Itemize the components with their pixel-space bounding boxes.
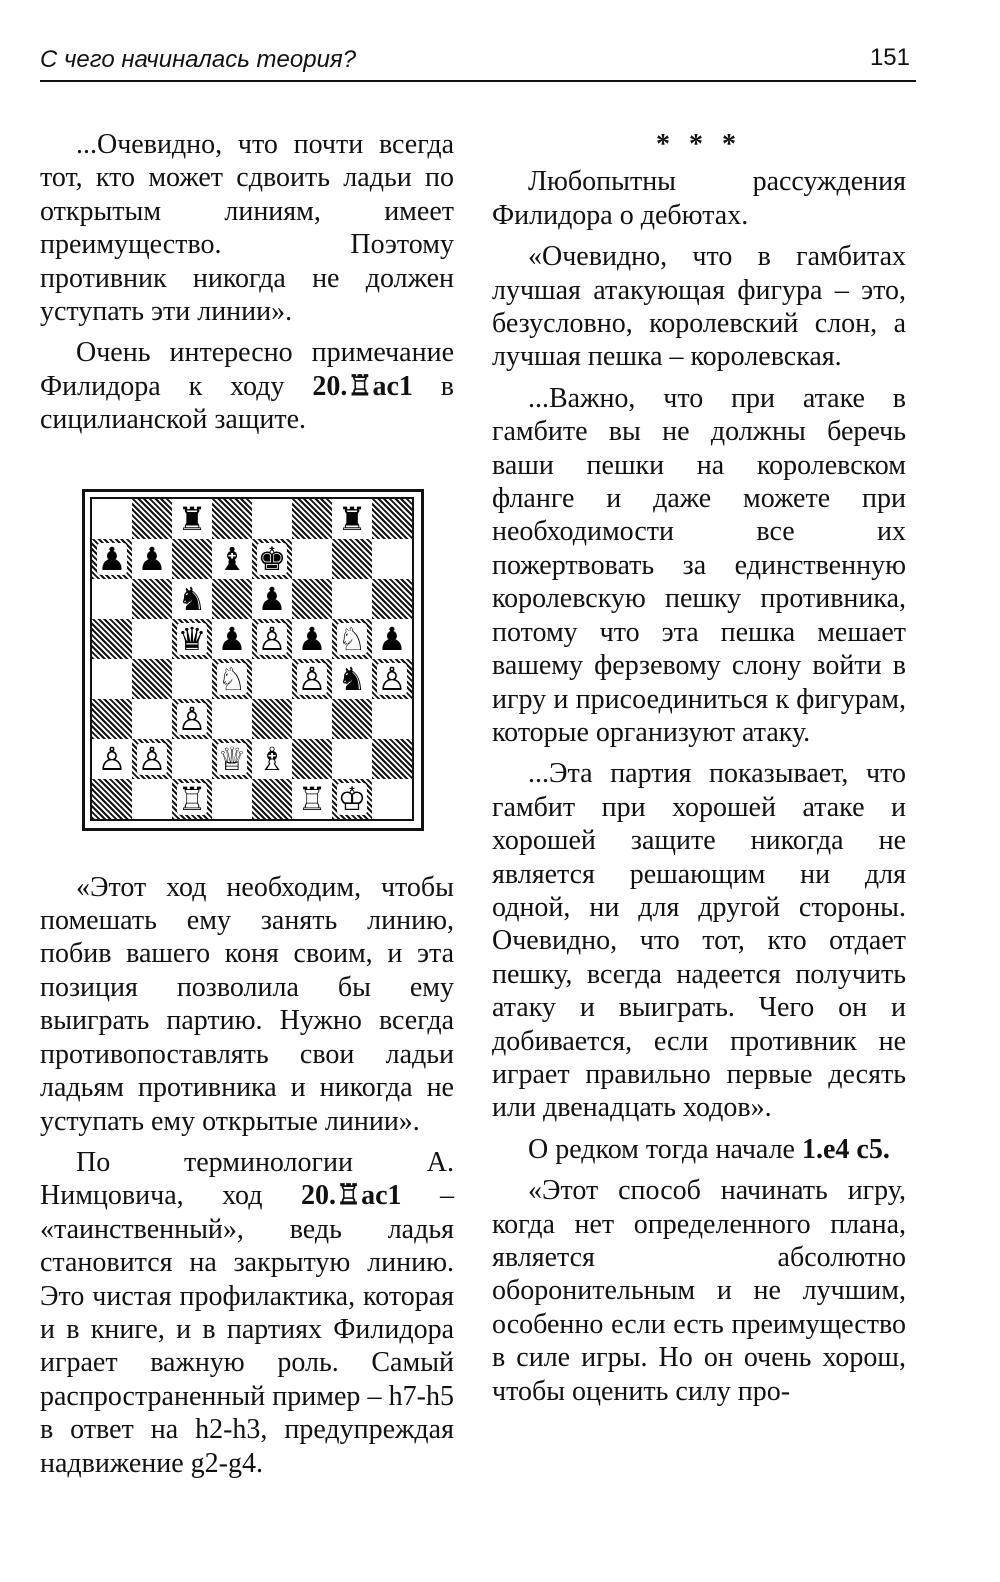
board-square [372,779,412,819]
paragraph [40,1146,454,1480]
board-square [172,499,212,539]
text: в сицилианской защите. [40,370,454,436]
board-square [252,579,292,619]
paragraph [40,336,454,436]
chess-piece: ♟ [217,619,247,658]
board-square [332,739,372,779]
chess-board [90,497,414,821]
board-square [372,539,412,579]
board-square [212,739,252,779]
board-square [92,619,132,659]
board-square [92,579,132,619]
chess-piece: ♗ [257,739,287,778]
board-square [292,619,332,659]
board-square [252,539,292,579]
board-square [252,619,292,659]
left-column [40,128,454,1488]
board-square [292,579,332,619]
board-square [92,539,132,579]
paragraph: ...Важно, что при атаке в гамбите вы не должны беречь ваши пешки на королевском фланге и даже можете при необходимости все их пожертвовать за единственную королевскую пешку противника, потому что эта пешка мешает вашему ферзевому слону войти в игру и присоединиться к фигурам, которые организуют атаку. [492,382,906,748]
move-notation: 20.♖ac1 [312,370,413,402]
chess-piece: ♕ [217,739,247,778]
board-square [252,739,292,779]
board-square [252,699,292,739]
paragraph: ...Очевидно, что почти всегда тот, кто может сдвоить ладьи по открытым линиям, имеет преимущество. Поэтому противник никогда не должен уступать эти линии». [40,129,454,328]
board-square [132,539,172,579]
board-square [212,699,252,739]
paragraph: «Этот ход необходим, чтобы помешать ему занять линию, побив вашего коня своим, и эта позиция позволила бы ему выиграть партию. Нужно всегда противопоставлять свои ладьи ладьям противника и никогда не уступать ему открытые линии». [40,871,454,1137]
board-square [92,779,132,819]
text: О редком тогда начале [528,1133,802,1165]
paragraph [492,1133,906,1166]
chess-piece: ♜ [337,499,367,538]
board-square [332,539,372,579]
paragraph: «Очевидно, что в гамбитах лучшая атакующая фигура – это, безусловно, королевский слон, а лучшая пешка – королевская. [492,241,906,373]
board-square [252,779,292,819]
board-square [212,579,252,619]
board-square [132,499,172,539]
chess-piece: ♔ [337,779,367,818]
board-square [172,579,212,619]
board-square [132,659,172,699]
board-square [292,539,332,579]
board-square [92,699,132,739]
text: По терминологии А. Нимцовича, ход [40,1146,454,1212]
board-square [332,579,372,619]
text: Очень интересно примечание Филидора к ходу [40,337,454,402]
board-square [372,739,412,779]
board-square [292,699,332,739]
chess-piece: ♜ [177,499,207,538]
chess-piece: ♙ [137,739,167,778]
paragraph: ...Эта партия показывает, что гамбит при хорошей атаке и хорошей защите никогда не является решающим ни для одной, ни для другой стороны. Очевидно, что тот, кто отдает пешку, всегда надеется получить атаку и выиграть. Чего он и добивается, если противник не играет правильно первые десять или двенадцать ходов». [492,758,906,1124]
board-square [172,659,212,699]
chess-piece: ♘ [337,619,367,658]
board-square [372,579,412,619]
board-square [172,779,212,819]
board-square [132,619,172,659]
board-square [212,499,252,539]
text: – «таинственный», ведь ладья становится на закрытую линию. Это чистая профилактика, которая и в книге, и в партиях Филидора играет важную роль. Самый распространенный пример – h7-h5 в ответ на h2-h3, предупреждая надвижение g2-g4. [40,1180,455,1479]
board-square [212,539,252,579]
section-separator: * * * [656,129,742,160]
board-square [252,659,292,699]
board-square [132,579,172,619]
chess-piece: ♙ [257,619,287,658]
board-square [372,499,412,539]
board-square [252,499,292,539]
chess-piece: ♙ [177,699,207,738]
chess-piece: ♟ [297,619,327,658]
board-square [332,619,372,659]
chess-piece: ♞ [177,579,207,618]
move-notation: 20.♖ac1 [300,1180,402,1212]
chess-piece: ♙ [377,659,407,698]
board-square [292,659,332,699]
board-square [332,659,372,699]
board-square [332,779,372,819]
board-square [292,499,332,539]
board-square [172,739,212,779]
board-square [92,499,132,539]
chess-piece: ♟ [377,619,407,658]
board-square [92,659,132,699]
chess-piece: ♘ [217,659,247,698]
chess-piece: ♙ [97,739,127,778]
chess-piece: ♞ [337,659,367,698]
header-rule [40,80,916,82]
board-square [172,539,212,579]
board-square [132,779,172,819]
board-square [212,779,252,819]
chess-piece: ♝ [217,539,247,578]
move-notation: 1.e4 c5. [801,1133,890,1165]
chess-piece: ♟ [257,579,287,618]
paragraph: Любопытны рассуждения Филидора о дебютах. [492,166,906,231]
board-square [132,699,172,739]
chess-piece: ♙ [297,659,327,698]
board-square [292,779,332,819]
board-square [92,739,132,779]
board-square [212,659,252,699]
right-column [492,128,906,1416]
chess-piece: ♛ [177,619,207,658]
chess-diagram [82,489,424,831]
board-square [212,619,252,659]
board-square [372,619,412,659]
board-square [172,619,212,659]
board-square [132,739,172,779]
page-number: 151 [869,44,910,71]
chess-piece: ♟ [137,539,167,578]
paragraph: «Этот способ начинать игру, когда нет определенного плана, является абсолютно оборонительным и не лучшим, особенно если есть преимущество в силе игры. Но он очень хорош, чтобы оценить силу про- [492,1175,906,1407]
chess-piece: ♚ [257,539,287,578]
chess-piece: ♖ [297,779,327,818]
running-title: С чего начиналась теория? [40,46,357,73]
board-square [372,699,412,739]
chess-piece: ♟ [97,539,127,578]
board-square [372,659,412,699]
chess-piece: ♖ [177,779,207,818]
board-square [332,699,372,739]
board-square [292,739,332,779]
board-square [332,499,372,539]
board-square [172,699,212,739]
